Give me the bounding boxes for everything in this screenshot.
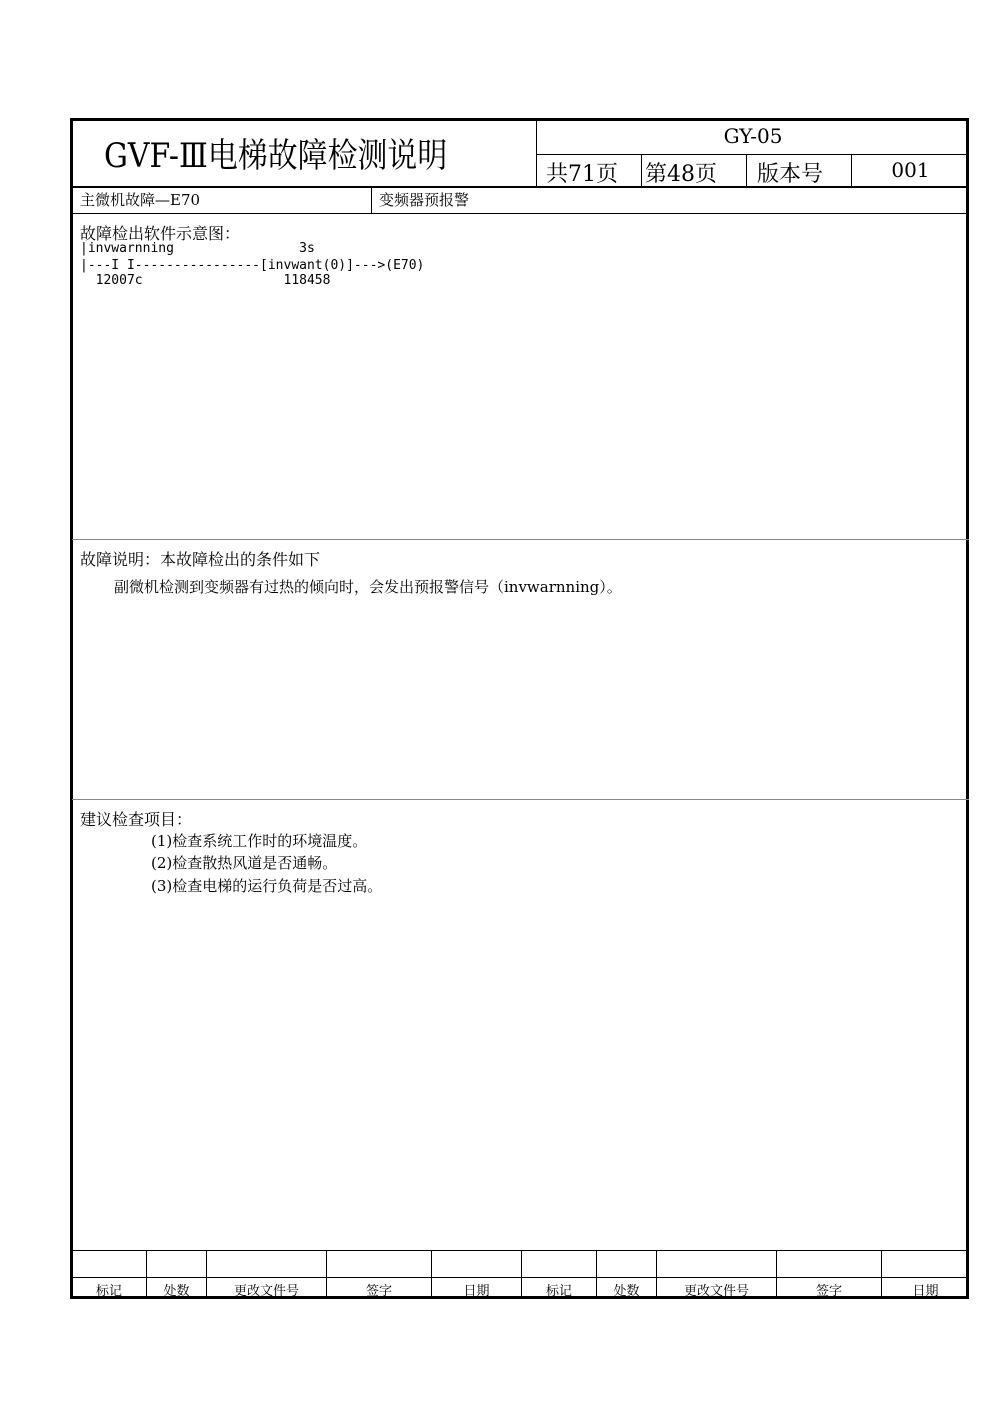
footer-label: 更改文件号 <box>233 1284 299 1299</box>
version-value: 001 <box>891 158 930 182</box>
section-divider-2 <box>72 799 969 800</box>
diagram-line-1: |invwarnning 3s <box>80 241 315 256</box>
header-divider <box>72 186 969 188</box>
footer-label: 处数 <box>613 1284 640 1299</box>
header-right-divider <box>537 154 969 155</box>
fault-name: 主微机故障—E70 <box>80 191 201 209</box>
footer-label: 标记 <box>95 1284 122 1299</box>
footer-label: 日期 <box>912 1284 939 1299</box>
footer-label: 日期 <box>463 1284 490 1299</box>
section-divider-1 <box>72 539 969 540</box>
explanation-body: 副微机检测到变频器有过热的倾向时，会发出预报警信号（invwarnning）。 <box>114 578 622 596</box>
footer-label: 更改文件号 <box>683 1284 749 1299</box>
info-divider <box>72 213 969 214</box>
version-label: 版本号 <box>757 162 824 187</box>
footer-label: 签字 <box>815 1284 842 1299</box>
diagram-line-3: 12007c 118458 <box>80 273 331 288</box>
suggestion-item: (2)检查散热风道是否通畅。 <box>151 854 338 872</box>
header-cell-divider-1 <box>641 154 642 187</box>
footer-label: 签字 <box>365 1284 392 1299</box>
suggestion-item: (1)检查系统工作时的环境温度。 <box>151 832 368 850</box>
document-title: GVF-Ⅲ电梯故障检测说明 <box>104 136 448 176</box>
explanation-heading: 故障说明：本故障检出的条件如下 <box>80 550 321 569</box>
suggestions-heading: 建议检查项目： <box>80 810 193 829</box>
fault-description: 变频器预报警 <box>379 191 470 209</box>
current-page: 第48页 <box>645 162 717 187</box>
diagram-line-2: |---I I----------------[invwant(0)]--->(E70) <box>80 258 425 273</box>
total-pages: 共71页 <box>546 162 618 187</box>
footer-label: 处数 <box>163 1284 190 1299</box>
suggestion-item: (3)检查电梯的运行负荷是否过高。 <box>151 877 383 895</box>
header-cell-divider-2 <box>746 154 747 187</box>
document-code: GY-05 <box>723 124 783 148</box>
info-cell-divider <box>371 187 372 213</box>
diagram-heading: 故障检出软件示意图： <box>80 224 241 243</box>
document-frame <box>70 118 969 1299</box>
footer-label: 标记 <box>545 1284 572 1299</box>
